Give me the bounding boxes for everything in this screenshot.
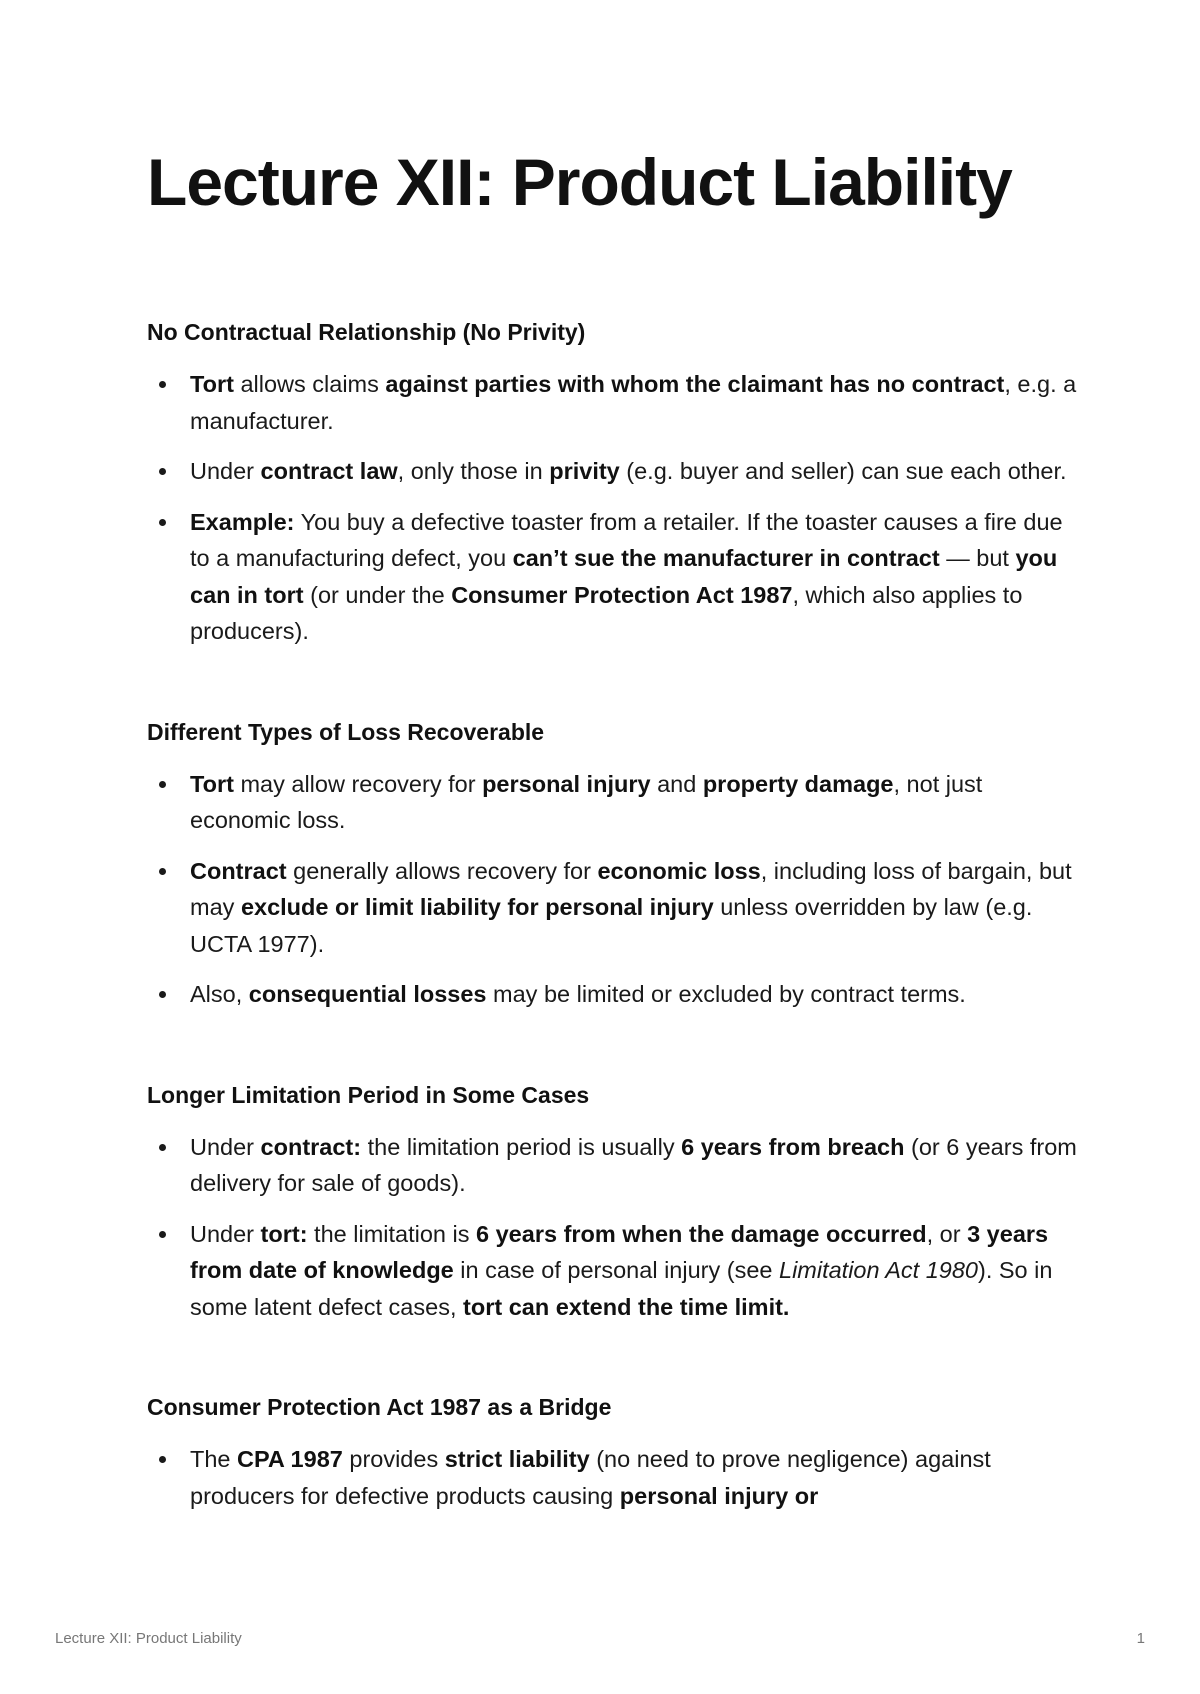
list-item <box>147 976 1077 1013</box>
footer-title: Lecture XII: Product Liability <box>55 1630 242 1647</box>
list-item <box>147 853 1077 963</box>
list-item <box>147 366 1077 439</box>
text-run: (or under the <box>303 581 452 608</box>
italic-text: Limitation Act 1980 <box>779 1257 978 1283</box>
text-run: , including loss of bargain, but may <box>190 857 1072 920</box>
list-item <box>147 453 1077 490</box>
bold-text: tort can extend the time limit. <box>463 1293 790 1320</box>
bold-text: you can in tort <box>190 545 1058 608</box>
list-item <box>147 504 1077 650</box>
section-types-of-loss <box>147 716 1077 1013</box>
bold-text: can’t sue the manufacturer in contract <box>512 545 940 571</box>
text-run: , or <box>926 1220 968 1247</box>
document-body <box>147 316 1077 1580</box>
bullet-list <box>147 366 1077 650</box>
bold-text: 3 years from date of knowledge <box>190 1220 1049 1283</box>
text-run: unless overridden by law (e.g. UCTA 1977). <box>190 894 1033 957</box>
list-item <box>147 1441 1077 1514</box>
text-run: You buy a defective toaster from a retailer. If the toaster causes a fire due to a manufacturing defect, you <box>190 508 1063 571</box>
text-run: , only those in <box>397 458 550 484</box>
text-run: may be limited or excluded by contract terms. <box>486 981 966 1007</box>
text-run: , not just economic loss. <box>190 770 983 833</box>
text-run: , which also applies to producers). <box>190 581 1023 644</box>
section-heading: No Contractual Relationship (No Privity) <box>147 319 586 345</box>
bold-text: Contract <box>190 857 287 884</box>
bold-text: exclude or limit liability for personal injury <box>240 894 714 920</box>
bold-text: CPA 1987 <box>237 1446 343 1472</box>
bold-text: tort: <box>260 1220 308 1247</box>
bold-text: personal injury or <box>619 1482 819 1509</box>
bold-text: 6 years from breach <box>681 1133 905 1160</box>
text-run: ). So in some latent defect cases, <box>190 1257 1053 1320</box>
text-run: Also, <box>190 981 249 1007</box>
text-run: , e.g. a manufacturer. <box>190 371 1077 434</box>
bold-text: against parties with whom the claimant has no contract <box>385 371 1005 397</box>
bullet-list <box>147 766 1077 1013</box>
bold-text: privity <box>549 458 620 484</box>
text-run: the limitation period is usually <box>361 1133 682 1160</box>
text-run: (or 6 years from delivery for sale of goods). <box>190 1133 1077 1196</box>
bold-text: personal injury <box>482 770 651 797</box>
section-heading: Consumer Protection Act 1987 as a Bridge <box>147 1394 612 1420</box>
bold-text: Tort <box>190 770 234 797</box>
list-item <box>147 766 1077 839</box>
bold-text: Consumer Protection Act 1987 <box>451 581 793 608</box>
text-run: the limitation is <box>307 1220 477 1247</box>
section-heading: Longer Limitation Period in Some Cases <box>147 1081 590 1108</box>
bold-text: Tort <box>190 371 234 397</box>
page-number: 1 <box>1136 1630 1145 1647</box>
bold-text: 6 years from when the damage occurred <box>476 1220 927 1247</box>
bullet-list <box>147 1441 1077 1514</box>
text-run: Under <box>190 1133 261 1160</box>
section-heading: Different Types of Loss Recoverable <box>147 718 545 745</box>
section-cpa-bridge <box>147 1391 1077 1514</box>
bullet-list <box>147 1129 1077 1326</box>
section-no-privity <box>147 316 1077 650</box>
text-run: in case of personal injury (see <box>453 1257 779 1283</box>
text-run: (no need to prove negligence) against producers for defective products causing <box>190 1446 991 1509</box>
text-run: generally allows recovery for <box>286 857 598 884</box>
text-run: Under <box>190 458 261 484</box>
bold-text: property damage <box>702 770 894 797</box>
text-run: (e.g. buyer and seller) can sue each other. <box>619 458 1067 484</box>
text-run: and <box>650 770 703 797</box>
bold-text: consequential losses <box>248 981 487 1007</box>
text-run: provides <box>342 1446 445 1472</box>
bold-text: contract law <box>260 458 398 484</box>
bold-text: economic loss <box>597 857 761 884</box>
section-limitation-period <box>147 1079 1077 1326</box>
text-run: allows claims <box>233 371 386 397</box>
text-run: — but <box>939 545 1016 571</box>
bold-text: contract: <box>260 1133 362 1160</box>
list-item <box>147 1216 1077 1326</box>
text-run: The <box>190 1446 238 1472</box>
text-run: Under <box>190 1220 261 1247</box>
page-title: Lecture XII: Product Liability <box>147 145 1012 219</box>
bold-text: strict liability <box>444 1446 590 1472</box>
list-item <box>147 1129 1077 1202</box>
bold-text: Example: <box>190 508 295 535</box>
text-run: may allow recovery for <box>233 770 483 797</box>
